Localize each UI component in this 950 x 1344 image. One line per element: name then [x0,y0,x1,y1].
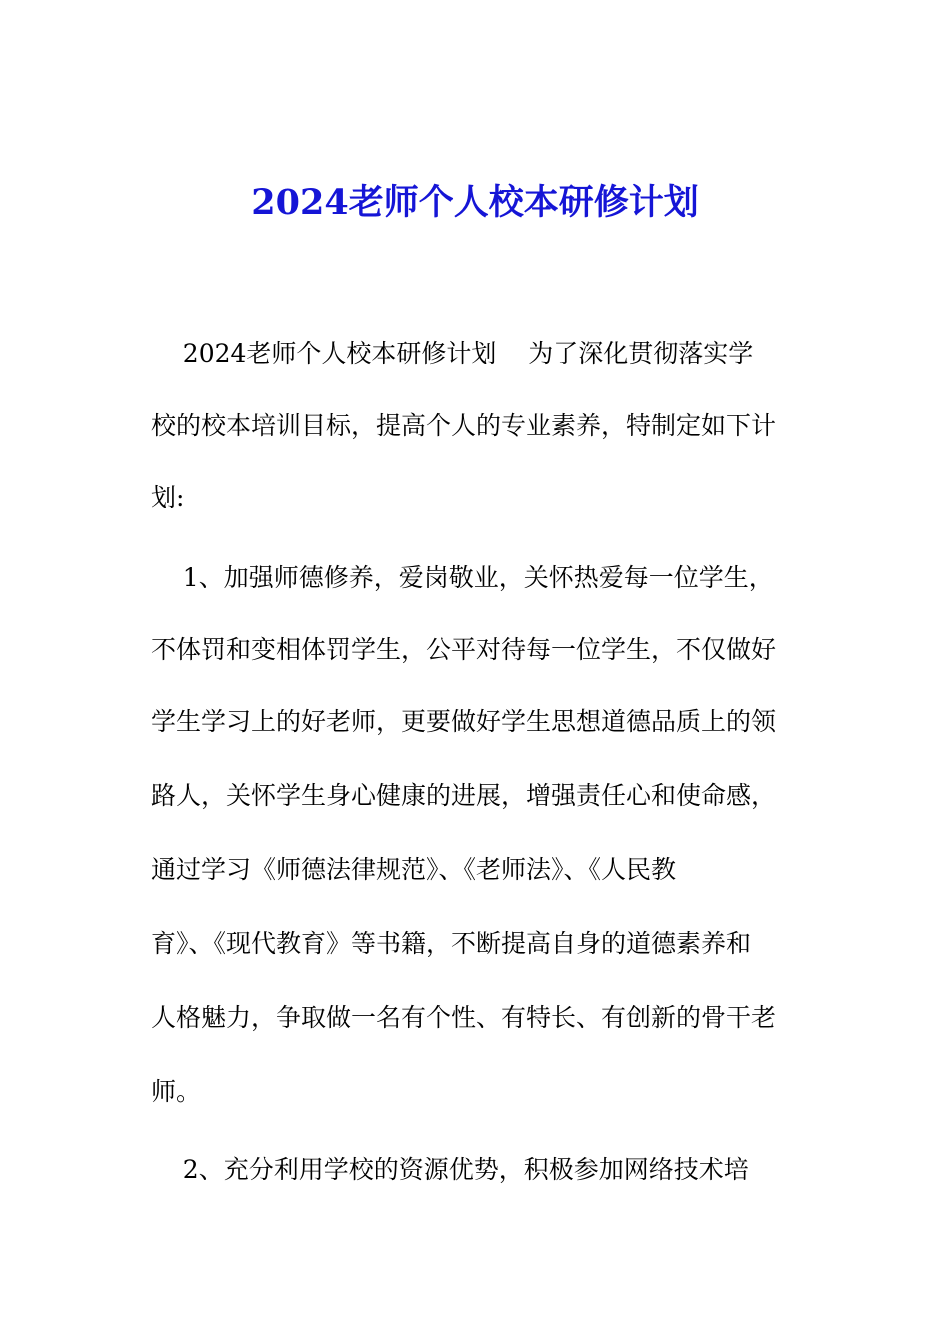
body-line: 校的校本培训目标，提高个人的专业素养，特制定如下计 [151,411,777,440]
body-line: 不体罚和变相体罚学生，公平对待每一位学生，不仅做好 [151,635,777,664]
body-line: 学生学习上的好老师，更要做好学生思想道德品质上的领 [151,707,777,736]
body-line: 通过学习《师德法律规范》、《老师法》、《人民教 [151,855,677,884]
body-line: 人格魅力，争取做一名有个性、有特长、有创新的骨干老 [151,1003,777,1032]
body-line: 2、充分利用学校的资源优势，积极参加网络技术培 [151,1155,749,1184]
body-line: 师。 [151,1077,202,1106]
body-line: 路人，关怀学生身心健康的进展，增强责任心和使命感， [151,781,777,810]
document-title: 2024老师个人校本研修计划 [251,182,699,223]
body-line: 1、加强师德修养，爱岗敬业，关怀热爱每一位学生， [151,563,774,592]
body-line: 育》、《现代教育》等书籍，不断提高自身的道德素养和 [151,929,752,958]
body-line: 2024老师个人校本研修计划 为了深化贯彻落实学 [151,339,754,368]
body-line: 划: [151,483,185,512]
